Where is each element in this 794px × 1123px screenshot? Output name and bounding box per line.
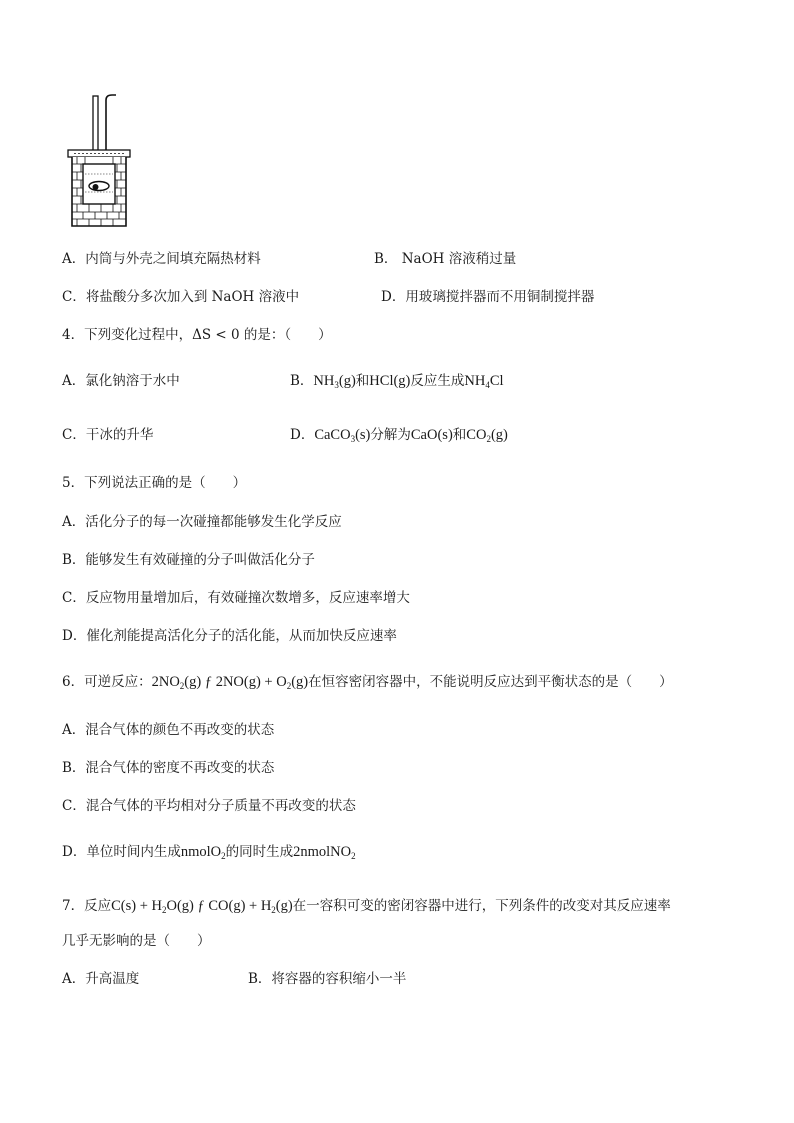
connector-text: 和: [452, 427, 467, 443]
state-symbol: (s): [355, 427, 371, 443]
equation-part: (g): [291, 674, 309, 690]
question-text: 在恒容密闭容器中，不能说明反应达到平衡状态的是（ ）: [308, 674, 673, 690]
q7-option-b: B．将容器的容积缩小一半: [248, 971, 407, 987]
connector-text: 分解为: [370, 427, 411, 443]
subscript: 2: [161, 905, 167, 915]
formula-cl: Cl: [489, 373, 504, 389]
q6-option-c: C．混合气体的平均相对分子质量不再改变的状态: [62, 798, 356, 814]
question-number: 7．反应: [62, 898, 112, 914]
subscript: 2: [179, 681, 185, 691]
formula-caco3: CaCO: [314, 427, 351, 443]
subscript: 3: [350, 434, 356, 444]
connector-text: 反应生成: [410, 373, 465, 389]
formula-co2: CO: [466, 427, 487, 443]
subscript: 2: [221, 851, 226, 861]
connector-text: 和: [355, 373, 370, 389]
question-text: 在一容积可变的密闭容器中进行，下列条件的改变对其反应速率: [292, 898, 671, 914]
formula-hcl: HCl(g): [369, 373, 411, 389]
option-text: D．单位时间内生成: [62, 844, 181, 860]
q5-option-d: D．催化剂能提高活化分子的活化能，从而加快反应速率: [62, 628, 397, 644]
q5-option-b: B．能够发生有效碰撞的分子叫做活化分子: [62, 552, 315, 568]
option-letter: B．: [290, 373, 314, 389]
formula-cao: CaO(s): [410, 427, 453, 443]
formula-o2: nmolO: [180, 844, 222, 860]
equation-part: (g): [275, 898, 293, 914]
q4-option-c: C．干冰的升华: [62, 427, 154, 443]
q6-stem: [62, 672, 673, 692]
option-text: 的同时生成: [225, 844, 294, 860]
q7-stem: [62, 896, 671, 916]
subscript: 2: [351, 851, 356, 861]
equation-part: C(s) + H: [111, 898, 162, 914]
option-letter: D．: [290, 427, 315, 443]
q6-option-d: [62, 842, 356, 862]
formula-nh4cl: NH: [464, 373, 486, 389]
q4-option-d: [290, 425, 508, 445]
subscript: 2: [286, 681, 292, 691]
equation-part: 2NO: [151, 674, 180, 690]
q7-stem-line2: 几乎无影响的是（ ）: [62, 933, 211, 949]
formula-nh3: NH: [313, 373, 335, 389]
state-symbol: (g): [338, 373, 356, 389]
equation-part: O(g) ƒ CO(g) + H: [166, 898, 272, 914]
calorimeter-drawing: [66, 92, 142, 228]
calorimeter-figure: [66, 92, 142, 228]
state-symbol: (g): [490, 427, 508, 443]
q4-option-b: [290, 371, 504, 391]
q6-option-b: B．混合气体的密度不再改变的状态: [62, 760, 275, 776]
equation-part: (g) ƒ 2NO(g) + O: [184, 674, 287, 690]
q6-option-a: A．混合气体的颜色不再改变的状态: [62, 722, 275, 738]
question-number: 6．可逆反应：: [62, 674, 152, 690]
formula-no2: 2nmolNO: [293, 844, 352, 860]
q3-option-c: C．将盐酸分多次加入到 NaOH 溶液中: [62, 289, 300, 305]
q5-stem: 5．下列说法正确的是（ ）: [62, 475, 247, 491]
q5-option-c: C．反应物用量增加后，有效碰撞次数增多，反应速率增大: [62, 590, 410, 606]
subscript: 4: [485, 380, 490, 390]
subscript: 3: [334, 380, 339, 390]
subscript: 2: [271, 905, 276, 915]
q4-stem: 4．下列变化过程中，ΔS < 0 的是：（ ）: [62, 327, 332, 343]
q4-option-a: A．氯化钠溶于水中: [62, 373, 180, 389]
q7-option-a: A．升高温度: [62, 971, 140, 987]
q3-option-a: A．内筒与外壳之间填充隔热材料: [62, 251, 261, 267]
q3-option-b: B． NaOH 溶液稍过量: [374, 251, 517, 267]
q5-option-a: A．活化分子的每一次碰撞都能够发生化学反应: [62, 514, 342, 530]
q3-option-d: D．用玻璃搅拌器而不用铜制搅拌器: [381, 289, 595, 305]
subscript: 2: [486, 434, 491, 444]
